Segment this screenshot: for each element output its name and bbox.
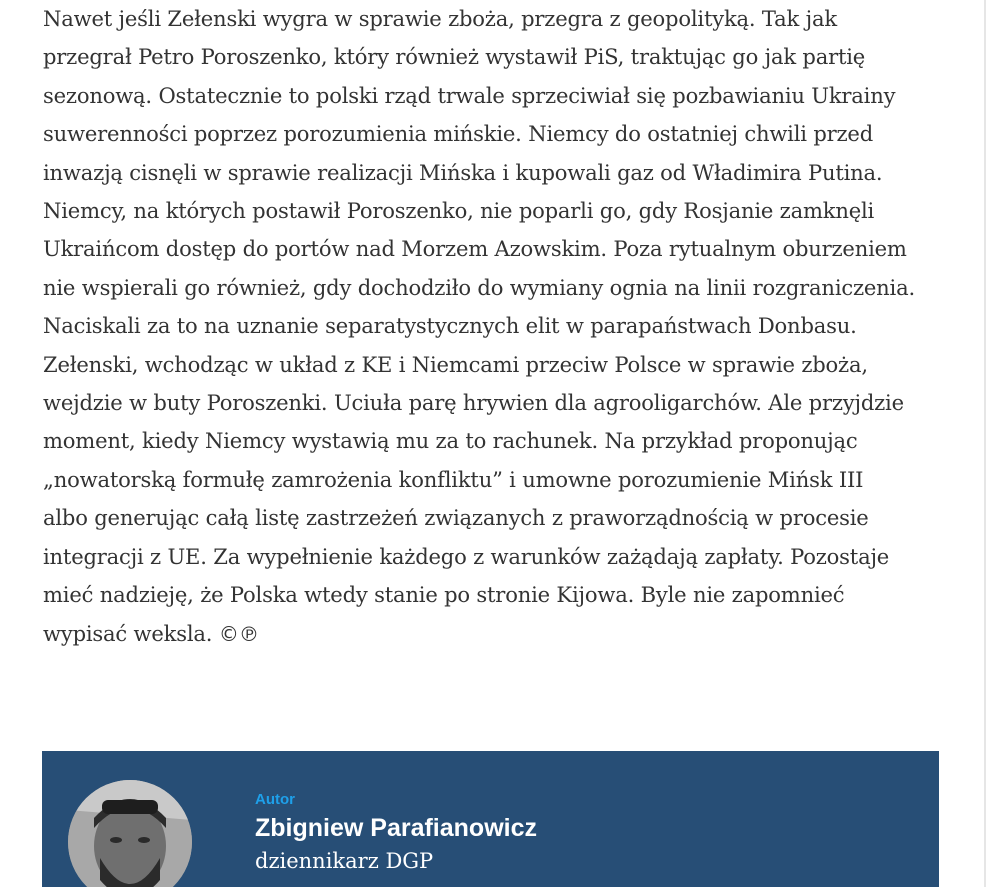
article-line: nie wspierali go również, gdy dochodziło do wymiany ognia na linii rozgraniczenia.	[43, 274, 915, 300]
article-line: mieć nadzieję, że Polska wtedy stanie po stronie Kijowa. Byle nie zapomnieć	[43, 582, 845, 608]
article-line: „nowatorską formułę zamrożenia konfliktu” i umowne porozumienie Mińsk III	[43, 466, 864, 492]
article-line-text: wypisać weksla.	[43, 620, 213, 646]
author-avatar[interactable]	[68, 780, 192, 887]
article-line: suwerenności poprzez porozumienia mińskie. Niemcy do ostatniej chwili przed	[43, 121, 874, 147]
article-line: Ukraińcom dostęp do portów nad Morzem Azowskim. Poza rytualnym oburzeniem	[43, 236, 907, 262]
article-line: wejdzie w buty Poroszenki. Uciuła parę hrywien dla agrooligarchów. Ale przyjdzie	[43, 390, 904, 416]
copyright-icons: ©℗	[218, 621, 259, 646]
author-meta	[255, 791, 537, 876]
article-line: Zełenski, wchodząc w układ z KE i Niemcami przeciw Polsce w sprawie zboża,	[43, 351, 868, 377]
article-line: sezonową. Ostatecznie to polski rząd trwale sprzeciwiał się pozbawianiu Ukrainy	[43, 82, 896, 108]
author-box	[42, 751, 939, 887]
author-photo	[68, 780, 192, 887]
author-name[interactable]: Zbigniew Parafianowicz	[255, 814, 537, 842]
article-line: albo generując całą listę zastrzeżeń związanych z praworządnością w procesie	[43, 505, 869, 531]
author-label: Autor	[255, 791, 295, 808]
author-role: dziennikarz DGP	[255, 849, 434, 873]
article-line: inwazją cisnęli w sprawie realizacji Mińska i kupowali gaz od Władimira Putina.	[43, 159, 883, 185]
article-last-line	[43, 615, 958, 653]
article-body	[43, 0, 958, 653]
article-line: przegrał Petro Poroszenko, który również wystawił PiS, traktując go jak partię	[43, 44, 866, 70]
article-line: Naciskali za to na uznanie separatystycznych elit w parapaństwach Donbasu.	[43, 313, 857, 339]
article-line: integracji z UE. Za wypełnienie każdego z warunków zażądają zapłaty. Pozostaje	[43, 543, 890, 569]
article-line: Nawet jeśli Zełenski wygra w sprawie zboża, przegra z geopolityką. Tak jak	[43, 6, 837, 31]
article-line: moment, kiedy Niemcy wystawią mu za to rachunek. Na przykład proponując	[43, 428, 858, 454]
article-line: Niemcy, na których postawił Poroszenko, nie poparli go, gdy Rosjanie zamknęli	[43, 198, 875, 224]
